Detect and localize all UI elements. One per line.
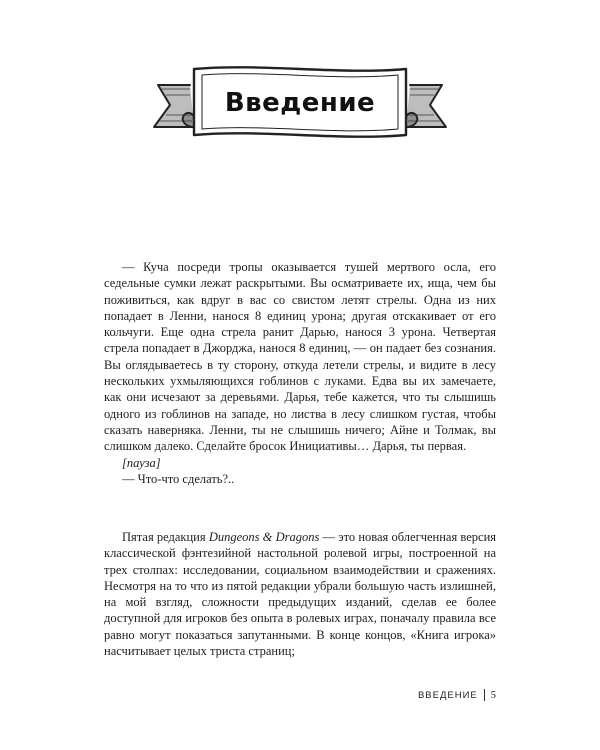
pause-note: [пауза]	[122, 455, 161, 470]
player-reply: — Что-что сделать?..	[122, 471, 235, 486]
page-footer	[418, 689, 496, 701]
running-section-title: ВВЕДЕНИЕ	[417, 689, 478, 701]
chapter-banner	[150, 55, 450, 155]
dialogue-block	[104, 259, 496, 487]
intro-text-start: Пятая редакция	[122, 530, 209, 544]
intro-block	[104, 529, 496, 659]
intro-paragraph	[104, 529, 496, 659]
footer-divider	[484, 689, 485, 701]
game-title: Dungeons & Dragons	[208, 530, 320, 544]
page-number: 5	[490, 689, 496, 701]
chapter-title: Введение	[224, 88, 376, 118]
intro-text-rest: — это новая облегченная версия классической фэнтезийной настольной ролевой игры, построенной на трех столпах: исследовании, социальном взаимодействии и сражениях. Несмотря на то что из пятой редакции убрали большую часть излишней, на мой взгляд, сложности предыдущих изданий, сделав ее более доступной для игроков без опыта в ролевых играх, поначалу правила все равно могут показаться запутанными. В конце концов, «Книга игрока» насчитывает целых триста страниц;	[104, 530, 497, 659]
gm-narration-paragraph: — Куча посреди тропы оказывается тушей мертвого осла, его седельные сумки лежат раскрытыми. Вы осматриваете их, ища, чем бы поживиться, как вдруг в вас со свистом летят стрелы. Одна из них попадает в Ленни, нанося 8 единиц урона; другая отскакивает от его кольчуги. Еще одна стрела ранит Дарью, нанося 3 урона. Четвертая стрела попадает в Джорджа, нанося 8 единиц, — он падает без сознания. Вы оглядываетесь в ту сторону, откуда летели стрелы, и видите в лесу нескольких ухмыляющихся гоблинов с луками. Едва вы их замечаете, как они исчезают за деревьями. Дарья, тебе кажется, что ты слышишь одного из гоблинов на западе, но листва в лесу слишком густая, чтобы сказать наверняка. Ленни, ты не слышишь ничего; Айне и Толмак, вы слишком далеко. Сделайте бросок Инициативы… Дарья, ты первая.	[104, 260, 496, 454]
